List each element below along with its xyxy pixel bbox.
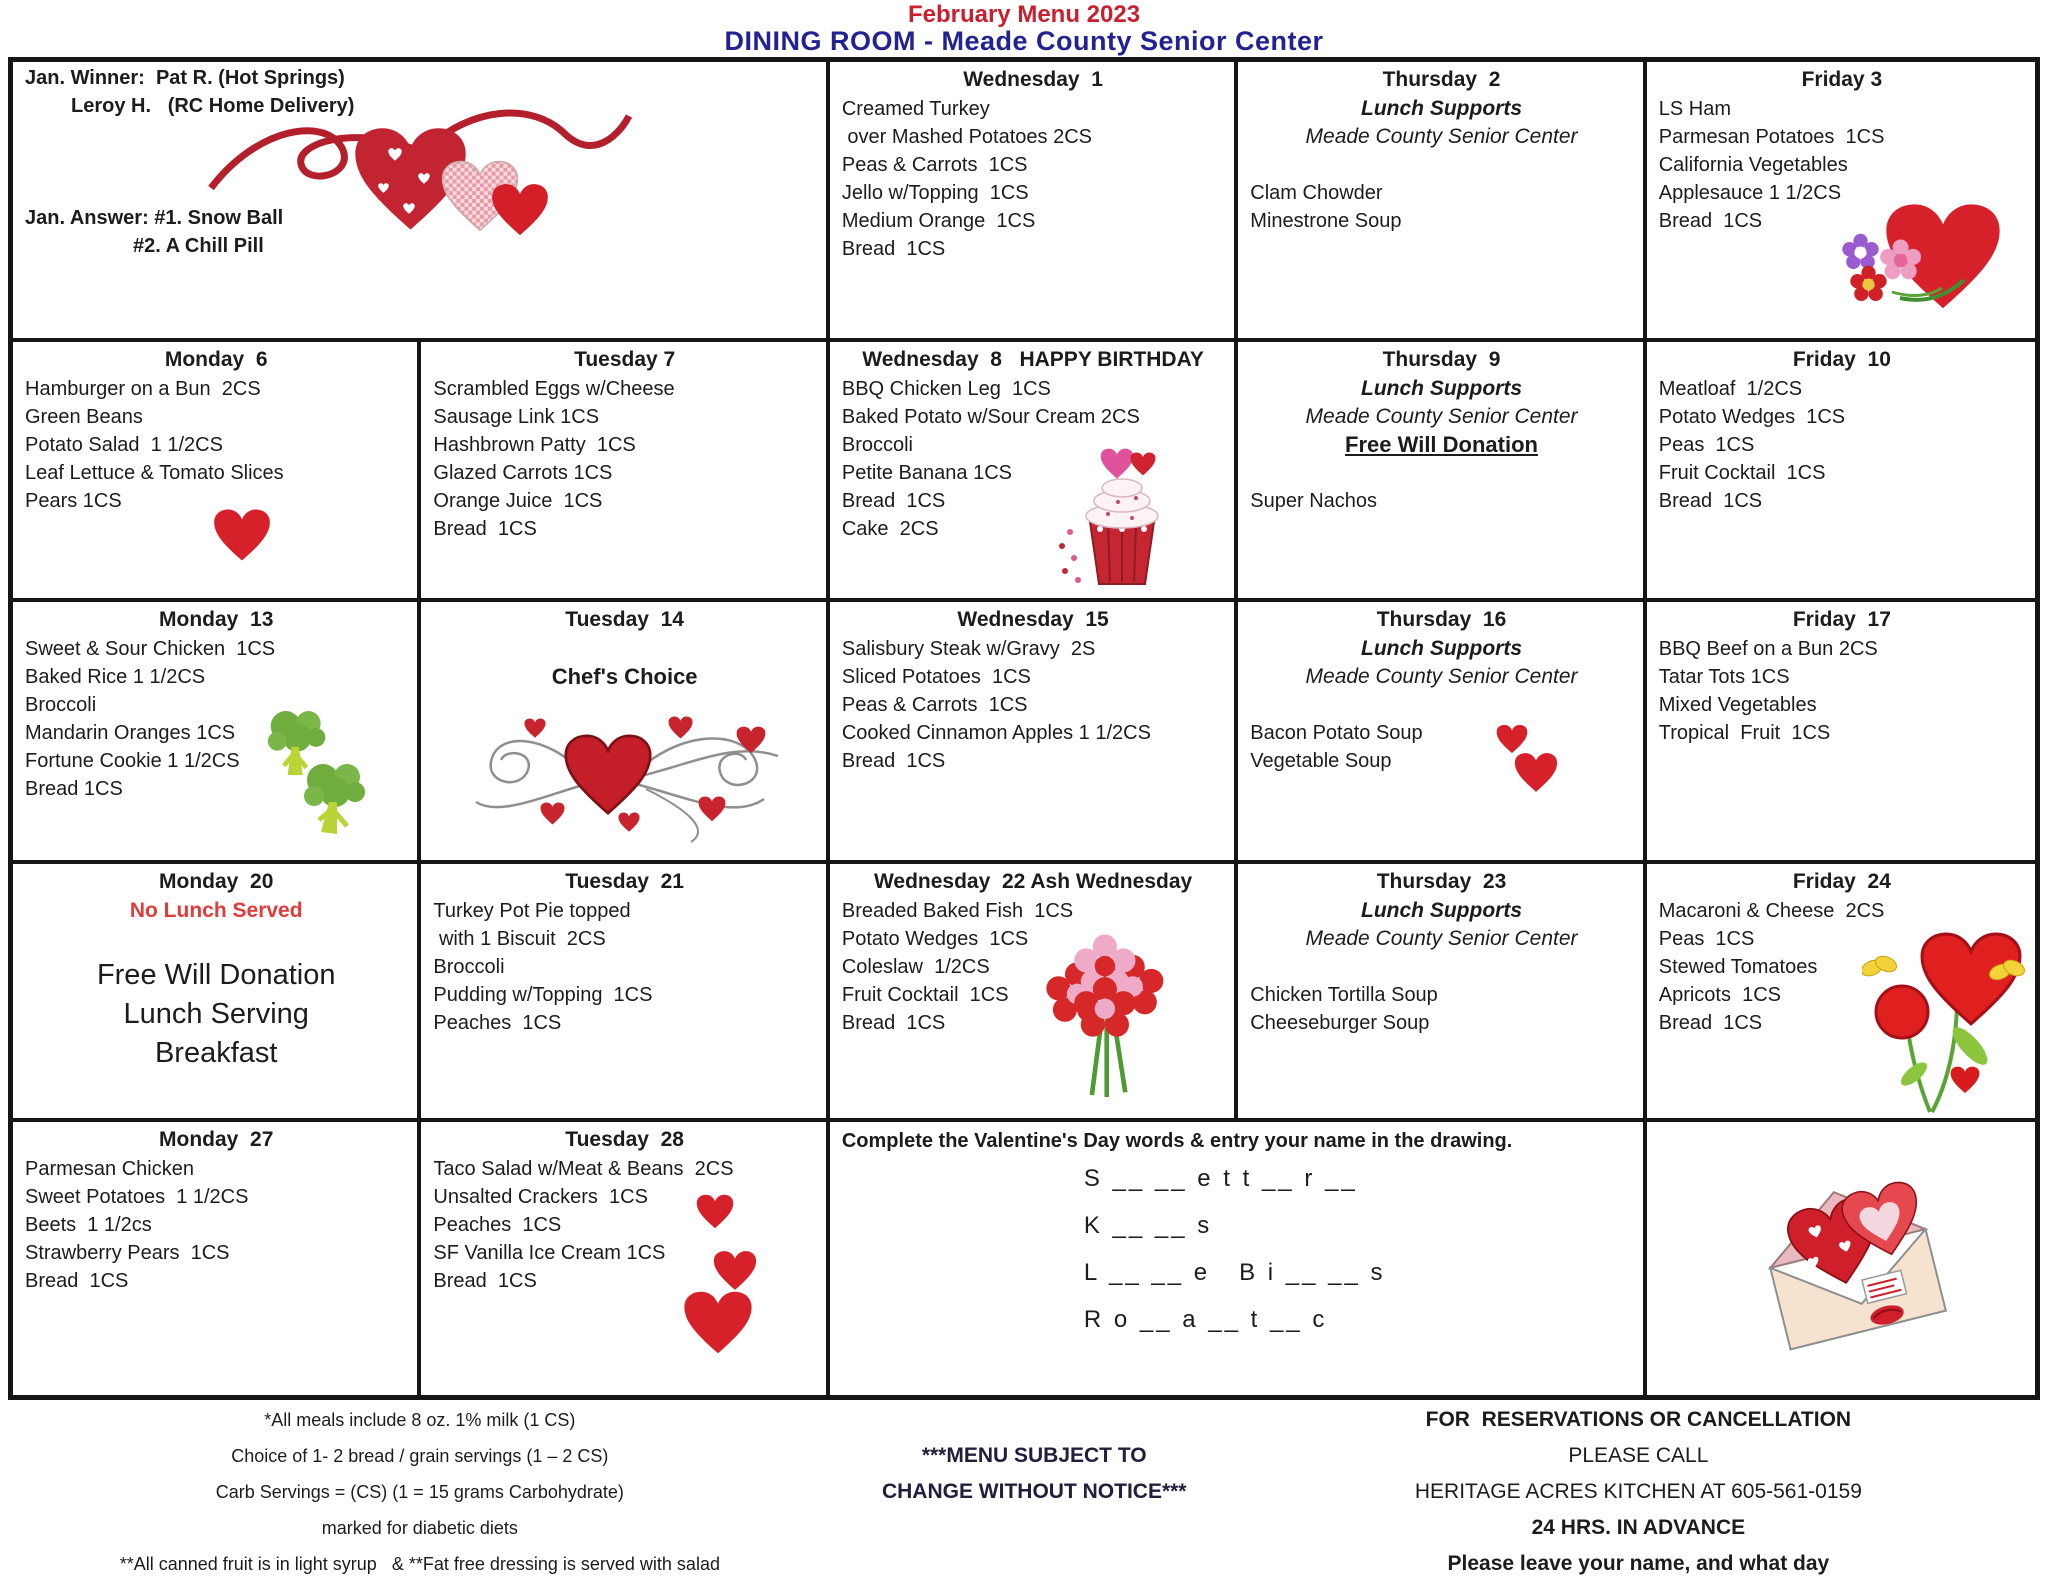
menu-line: Jello w/Topping 1CS [841,182,1029,204]
menu-line: Scrambled Eggs w/Cheese [433,378,675,400]
menu-items [25,1155,407,1295]
menu-line: Pudding w/Topping 1CS [433,984,653,1006]
day-title: Friday 17 [1792,608,1891,631]
menu-line: Medium Orange 1CS [841,210,1036,232]
menu-line: Bread 1CS [25,778,123,800]
menu-line [25,925,407,953]
menu-line: Apricots 1CS [1658,984,1781,1006]
menu-line [1250,459,1632,487]
menu-line: Unsalted Crackers 1CS [433,1186,648,1208]
menu-line: Bread 1CS [1658,490,1763,512]
menu-items [25,375,407,515]
menu-line: Vegetable Soup [1250,750,1392,772]
menu-line: Orange Juice 1CS [433,490,603,512]
menu-line: Stewed Tomatoes [1658,956,1818,978]
menu-line: Broccoli [25,694,97,716]
page-title: February Menu 2023 [907,1,1141,28]
menu-line [433,635,815,663]
menu-line: 24 HRS. IN ADVANCE [1531,1516,1746,1539]
menu-line: Super Nachos [1250,490,1378,512]
menu-items [433,897,815,1037]
menu-line [1250,953,1632,981]
menu-line: Pears 1CS [25,490,122,512]
menu-line: HERITAGE ACRES KITCHEN AT 605-561-0159 [1414,1480,1862,1503]
menu-line: Beets 1 1/2cs [25,1214,152,1236]
day-title: Thursday 23 [1376,870,1507,893]
menu-line: LS Ham [1658,98,1731,120]
menu-line: Lunch Supports [1361,97,1523,120]
menu-line: Choice of 1- 2 bread / grain servings (1 – 2 CS) [231,1446,609,1466]
jan-winner-lines [25,64,816,260]
day-title: Monday 27 [159,1128,274,1151]
menu-line: Potato Salad 1 1/2CS [25,434,223,456]
day-title: Wednesday 1 [963,68,1103,91]
menu-line: Baked Rice 1 1/2CS [25,666,206,688]
menu-line: Sausage Link 1CS [433,406,600,428]
menu-line: Clam Chowder [1250,182,1383,204]
page-subtitle: DINING ROOM - Meade County Senior Center [724,26,1324,56]
menu-line: #2. A Chill Pill [133,235,264,257]
puzzle-heading: Complete the Valentine's Day words & entry your name in the drawing. [841,1130,1513,1152]
menu-line: Bread 1CS [25,1270,129,1292]
day-title: Tuesday 14 [565,608,684,631]
day-cell-monday-6 [13,342,417,598]
menu-line: Sliced Potatoes 1CS [841,666,1031,688]
menu-line: Peas 1CS [1658,928,1755,950]
menu-line: marked for diabetic diets [321,1518,518,1538]
menu-line: PLEASE CALL [1568,1444,1709,1467]
menu-line: Bread 1CS [1658,1012,1763,1034]
day-cell-wednesday-8 [830,342,1234,598]
menu-line: R o __ a __ t __ c [1083,1306,1328,1333]
footer-notes [0,1400,840,1588]
day-cell-monday-27 [13,1122,417,1395]
menu-line: Bread 1CS [841,490,946,512]
day-cell-friday-17 [1647,602,2035,860]
day-title: Monday 6 [164,348,268,371]
menu-line: Chicken Tortilla Soup [1250,984,1438,1006]
menu-items [433,635,815,691]
menu-items [1250,95,1632,235]
menu-line: Coleslaw 1/2CS [841,956,990,978]
menu-line: Peas & Carrots 1CS [841,154,1028,176]
menu-line: Strawberry Pears 1CS [25,1242,230,1264]
day-cell-monday-13 [13,602,417,860]
menu-items [433,1155,815,1295]
menu-line: over Mashed Potatoes 2CS [841,126,1093,148]
menu-line: *All meals include 8 oz. 1% milk (1 CS) [264,1410,576,1430]
calendar-grid [8,57,2040,1400]
footer-reservations [1229,1400,2048,1588]
day-title: Thursday 9 [1382,348,1501,371]
menu-items [1250,897,1632,1037]
menu-line [1250,151,1632,179]
menu-line: No Lunch Served [129,899,303,922]
day-cell-thursday-23 [1238,864,1642,1118]
menu-items [1659,897,2025,1037]
puzzle-lines [842,1155,1633,1343]
menu-line: Lunch Supports [1361,637,1523,660]
menu-items [25,635,407,803]
menu-items [842,95,1224,263]
menu-items [842,375,1224,543]
menu-line: Hashbrown Patty 1CS [433,434,636,456]
menu-line: Baked Potato w/Sour Cream 2CS [841,406,1140,428]
menu-line: Fruit Cocktail 1CS [841,984,1009,1006]
day-title: Thursday 2 [1382,68,1501,91]
menu-line: Potato Wedges 1CS [841,928,1029,950]
menu-items [433,375,815,543]
menu-line: Jan. Answer: #1. Snow Ball [25,207,284,229]
menu-line: Fortune Cookie 1 1/2CS [25,750,240,772]
menu-line: Meade County Senior Center [1305,405,1578,428]
menu-line: Lunch Supports [1361,899,1523,922]
heart-icon [213,507,271,563]
menu-line: Hamburger on a Bun 2CS [25,378,261,400]
jan-winner-box [13,62,826,338]
menu-line: Peaches 1CS [433,1012,562,1034]
menu-line: Bacon Potato Soup [1250,722,1423,744]
day-cell-wednesday-22 [830,864,1234,1118]
valentine-envelope-icon [1752,1170,1952,1360]
menu-line: S __ __ e t t __ r __ [1083,1165,1358,1192]
menu-line: Minestrone Soup [1250,210,1402,232]
menu-line: Free Will Donation [1345,432,1538,457]
menu-line: Tropical Fruit 1CS [1658,722,1831,744]
menu-line: **All canned fruit is in light syrup & **Fat free dressing is served with salad [119,1554,720,1574]
menu-items [842,897,1224,1037]
heart-icon [683,1290,753,1355]
menu-line: Parmesan Chicken [25,1158,194,1180]
menu-line: California Vegetables [1658,154,1848,176]
footer [0,1400,2048,1588]
menu-line: Broccoli [841,434,913,456]
menu-line: Lunch Supports [1361,377,1523,400]
menu-line: Leaf Lettuce & Tomato Slices [25,462,284,484]
menu-line: Creamed Turkey [841,98,990,120]
menu-items [842,635,1224,775]
menu-line: Bread 1CS [841,1012,946,1034]
day-title: Monday 20 [159,870,274,893]
day-title: Wednesday 8 HAPPY BIRTHDAY [862,348,1204,371]
day-cell-monday-20 [13,864,417,1118]
menu-items [1659,95,2025,235]
day-cell-friday-24 [1647,864,2035,1118]
menu-line: Please leave your name, and what day [1447,1552,1830,1575]
menu-line: Cooked Cinnamon Apples 1 1/2CS [841,722,1151,744]
menu-line: FOR RESERVATIONS OR CANCELLATION [1425,1408,1852,1431]
menu-items [1659,635,2025,747]
day-cell-tuesday-21 [421,864,825,1118]
menu-line: Cheeseburger Soup [1250,1012,1430,1034]
page-header [0,2,2048,54]
menu-line: Breakfast [154,1037,278,1069]
day-cell-friday-3 [1647,62,2035,338]
day-title: Thursday 16 [1376,608,1507,631]
menu-line [1250,691,1632,719]
menu-line [25,120,816,204]
day-cell-thursday-2 [1238,62,1642,338]
menu-line: Taco Salad w/Meat & Beans 2CS [433,1158,734,1180]
menu-line: Bread 1CS [841,238,946,260]
menu-line: Peaches 1CS [433,1214,562,1236]
day-cell-friday-10 [1647,342,2035,598]
menu-items [1250,635,1632,775]
menu-line: Salisbury Steak w/Gravy 2S [841,638,1096,660]
day-cell-wednesday-1 [830,62,1234,338]
menu-line: Lunch Serving [123,998,309,1030]
menu-line: Meade County Senior Center [1305,665,1578,688]
menu-line: L __ __ e B i __ __ s [1083,1259,1386,1286]
menu-items [1250,375,1632,515]
day-title: Tuesday 21 [565,870,684,893]
menu-items [25,897,407,1070]
menu-line: SF Vanilla Ice Cream 1CS [433,1242,666,1264]
day-title: Tuesday 7 [574,348,676,371]
day-title: Tuesday 28 [565,1128,684,1151]
menu-line: Parmesan Potatoes 1CS [1658,126,1885,148]
menu-line: Applesauce 1 1/2CS [1658,182,1842,204]
menu-line: K __ __ s [1083,1212,1213,1239]
menu-line: Peas & Carrots 1CS [841,694,1028,716]
day-cell-thursday-9 [1238,342,1642,598]
valentine-puzzle-box [830,1122,1643,1395]
menu-line: Turkey Pot Pie topped [433,900,631,922]
menu-line: Chef's Choice [551,664,698,689]
footer-menu-notice [840,1400,1229,1588]
menu-line: Bread 1CS [1658,210,1763,232]
day-title: Monday 13 [159,608,274,631]
day-cell-tuesday-7 [421,342,825,598]
menu-line: Fruit Cocktail 1CS [1658,462,1826,484]
menu-line: Petite Banana 1CS [841,462,1012,484]
menu-line: Broccoli [433,956,505,978]
menu-line: Meade County Senior Center [1305,125,1578,148]
menu-line: Carb Servings = (CS) (1 = 15 grams Carbohydrate) [215,1482,624,1502]
menu-line: Meatloaf 1/2CS [1658,378,1803,400]
menu-line: Macaroni & Cheese 2CS [1658,900,1885,922]
menu-line: Bread 1CS [433,518,537,540]
day-cell-wednesday-15 [830,602,1234,860]
day-cell-tuesday-28 [421,1122,825,1395]
menu-line: CHANGE WITHOUT NOTICE*** [881,1480,1187,1503]
day-title: Wednesday 15 [957,608,1109,631]
menu-line: Peas 1CS [1658,434,1755,456]
menu-items [1659,375,2025,515]
day-title: Wednesday 22 Ash Wednesday [873,870,1193,893]
menu-line: Green Beans [25,406,143,428]
menu-line: Potato Wedges 1CS [1658,406,1846,428]
menu-line: Free Will Donation [96,959,336,991]
menu-line: Leroy H. (RC Home Delivery) [71,95,355,117]
menu-line: Sweet & Sour Chicken 1CS [25,638,276,660]
menu-line: Glazed Carrots 1CS [433,462,613,484]
menu-line: BBQ Beef on a Bun 2CS [1658,638,1878,660]
day-title: Friday 3 [1801,68,1883,91]
day-cell-tuesday-14 [421,602,825,860]
menu-line: with 1 Biscuit 2CS [433,928,606,950]
menu-line: BBQ Chicken Leg 1CS [841,378,1051,400]
day-title: Friday 10 [1792,348,1891,371]
menu-line: Sweet Potatoes 1 1/2CS [25,1186,249,1208]
menu-line: Bread 1CS [841,750,946,772]
menu-line: Mandarin Oranges 1CS [25,722,236,744]
day-cell-thursday-16 [1238,602,1642,860]
menu-line: Meade County Senior Center [1305,927,1578,950]
menu-line: Tatar Tots 1CS [1658,666,1790,688]
menu-line: ***MENU SUBJECT TO [921,1444,1147,1467]
menu-line: Cake 2CS [841,518,939,540]
chefs-choice-heart-flourish-icon [436,704,786,849]
valentine-envelope-box [1647,1122,2035,1395]
menu-line: Mixed Vegetables [1658,694,1817,716]
menu-line: Bread 1CS [433,1270,537,1292]
menu-line: Breaded Baked Fish 1CS [841,900,1074,922]
day-title: Friday 24 [1792,870,1891,893]
menu-line: Jan. Winner: Pat R. (Hot Springs) [25,67,345,89]
